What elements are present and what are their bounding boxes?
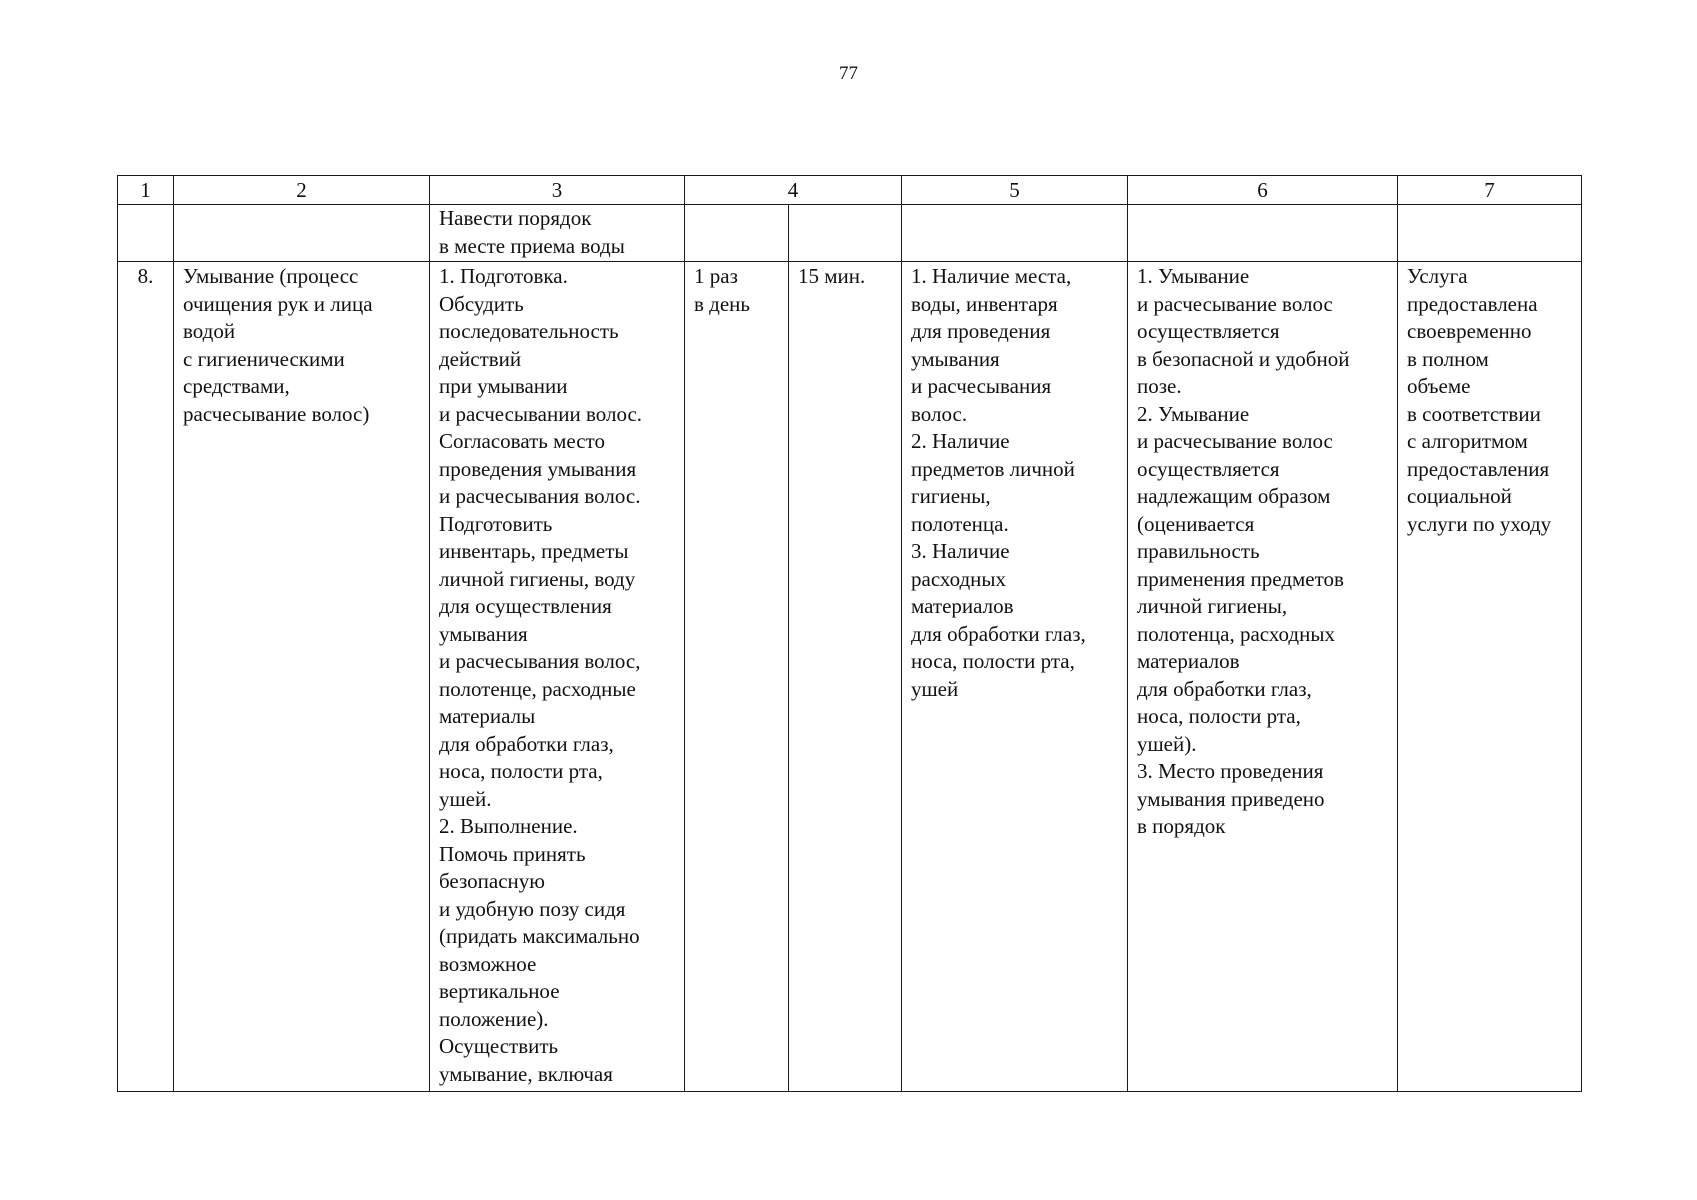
service-name-cell <box>174 262 430 1092</box>
quality-cell <box>1128 262 1398 1092</box>
header-col-6: 6 <box>1128 176 1398 205</box>
conditions-cell <box>902 262 1128 1092</box>
frequency-text: 1 раз в день <box>694 264 750 316</box>
conditions-text: 1. Наличие места, воды, инвентаря для проведения умывания и расчесывания волос. 2. Наличие предметов личной гигиены, полотенца. 3. Наличие расходных материалов для обработки глаз, носа, полости рта, ушей <box>911 264 1086 701</box>
duration-cell <box>789 262 902 1092</box>
service-table <box>117 175 1582 1092</box>
actions-text: 1. Подготовка. Обсудить последовательность действий при умывании и расчесывании волос. Согласовать место проведения умывания и расчесывания волос. Подготовить инвентарь, предметы личной гигиены, воду для осуществления умывания и расчесывания волос, полотенце, расходные материалы для обработки глаз, носа, полости рта, ушей. 2. Выполнение. Помочь принять безопасную и удобную позу сидя (придать максимально возможное вертикальное положение). Осуществить умывание, включая <box>439 264 643 1086</box>
cont-cell-actions <box>430 205 685 262</box>
cont-cell-number <box>118 205 174 262</box>
table-row-continuation <box>118 205 1582 262</box>
page-number: 77 <box>839 63 858 84</box>
result-text: Услуга предоставлена своевременно в полном объеме в соответствии с алгоритмом предоставления социальной услуги по уходу <box>1407 264 1552 536</box>
header-col-7: 7 <box>1398 176 1582 205</box>
header-col-2: 2 <box>174 176 430 205</box>
cont-cell-quality <box>1128 205 1398 262</box>
header-col-5: 5 <box>902 176 1128 205</box>
service-name-text: Умывание (процесс очищения рук и лица водой с гигиеническими средствами, расчесывание волос) <box>183 264 373 426</box>
cont-cell-conditions <box>902 205 1128 262</box>
cont-cell-service <box>174 205 430 262</box>
cont-cell-result <box>1398 205 1582 262</box>
frequency-cell <box>685 262 789 1092</box>
actions-cell <box>430 262 685 1092</box>
header-col-4: 4 <box>685 176 902 205</box>
table-header-row <box>118 176 1582 205</box>
header-col-3: 3 <box>430 176 685 205</box>
cont-actions-text: Навести порядок в месте приема воды <box>439 206 625 258</box>
row-number: 8. <box>137 264 154 288</box>
cont-cell-duration <box>789 205 902 262</box>
table-row-8 <box>118 262 1582 1092</box>
quality-text: 1. Умывание и расчесывание волос осуществляется в безопасной и удобной позе. 2. Умывание и расчесывание волос осуществляется надлежащим образом (оценивается правильность применения предметов личной гигиены, полотенца, расходных материалов для обработки глаз, носа, полости рта, ушей). 3. Место проведения умывания приведено в порядок <box>1137 264 1350 838</box>
duration-text: 15 мин. <box>798 264 866 288</box>
header-col-1: 1 <box>118 176 174 205</box>
row-number-cell <box>118 262 174 1092</box>
cont-cell-frequency <box>685 205 789 262</box>
result-cell <box>1398 262 1582 1092</box>
